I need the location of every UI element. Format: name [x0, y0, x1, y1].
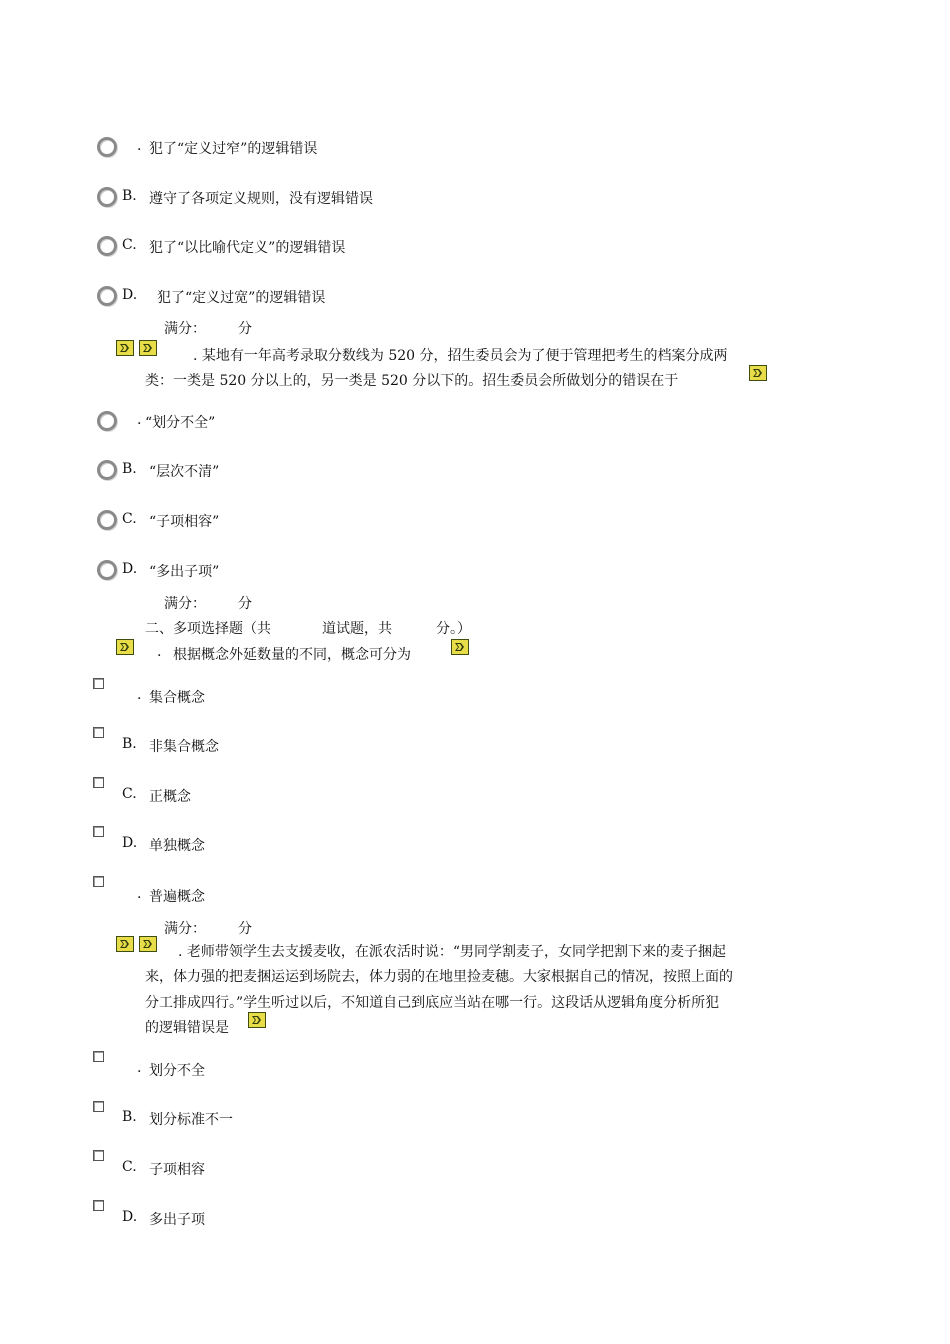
option-text: 普遍概念: [149, 889, 205, 905]
option-text: 划分不全: [149, 1063, 205, 1079]
option-prefix: .: [137, 687, 142, 703]
option-prefix: D.: [122, 287, 138, 303]
option-prefix: D.: [122, 561, 138, 577]
option-prefix: .: [137, 412, 142, 428]
help-icon[interactable]: [139, 340, 157, 356]
score-unit: 分: [238, 921, 252, 937]
option-text: 正概念: [149, 789, 191, 805]
section-heading-end: 分。）: [436, 621, 471, 637]
help-icon[interactable]: [248, 1012, 266, 1028]
option-prefix: C.: [122, 511, 137, 527]
score-label: 满分：: [164, 321, 206, 337]
checkbox-icon[interactable]: [93, 876, 104, 887]
option-text: 犯了“以比喻代定义”的逻辑错误: [149, 240, 346, 256]
option-text: 子项相容: [149, 1162, 205, 1178]
checkbox-icon[interactable]: [93, 1200, 104, 1211]
checkbox-icon[interactable]: [93, 1051, 104, 1062]
option-text: 犯了“定义过窄”的逻辑错误: [149, 141, 318, 157]
radio-icon[interactable]: [97, 236, 117, 256]
option-text: 多出子项: [149, 1212, 205, 1228]
checkbox-icon[interactable]: [93, 1101, 104, 1112]
score-label: 满分：: [164, 921, 206, 937]
question-prefix: .: [157, 644, 162, 660]
question-text: 类：一类是 520 分以上的，另一类是 520 分以下的。招生委员会所做划分的错误在于: [145, 373, 679, 389]
checkbox-icon[interactable]: [93, 727, 104, 738]
option-prefix: .: [137, 886, 142, 902]
score-unit: 分: [238, 596, 252, 612]
option-text: “多出子项”: [149, 564, 220, 580]
question-text: 分工排成四行。”学生听过以后，不知道自己到底应当站在哪一行。这段话从逻辑角度分析所犯: [145, 995, 720, 1011]
checkbox-icon[interactable]: [93, 1150, 104, 1161]
help-icon[interactable]: [116, 340, 134, 356]
option-prefix: C.: [122, 237, 137, 253]
option-text: “层次不清”: [149, 464, 220, 480]
question-text: . 老师带领学生去支援麦收，在派农活时说：“男同学割麦子，女同学把割下来的麦子捆起: [178, 944, 727, 960]
radio-icon[interactable]: [97, 560, 117, 580]
help-icon[interactable]: [749, 365, 767, 381]
help-icon[interactable]: [451, 639, 469, 655]
checkbox-icon[interactable]: [93, 826, 104, 837]
checkbox-icon[interactable]: [93, 678, 104, 689]
option-prefix: .: [137, 138, 142, 154]
option-prefix: C.: [122, 1159, 137, 1175]
section-heading-mid: 道试题，共: [322, 621, 392, 637]
question-text: 的逻辑错误是: [145, 1020, 229, 1036]
radio-icon[interactable]: [97, 187, 117, 207]
help-icon[interactable]: [116, 639, 134, 655]
option-text: 集合概念: [149, 690, 205, 706]
option-text: “子项相容”: [149, 514, 220, 530]
radio-icon[interactable]: [97, 286, 117, 306]
option-text: 非集合概念: [149, 739, 219, 755]
score-label: 满分：: [164, 596, 206, 612]
option-prefix: D.: [122, 835, 138, 851]
score-unit: 分: [238, 321, 252, 337]
option-prefix: .: [137, 1060, 142, 1076]
option-prefix: D.: [122, 1209, 138, 1225]
option-text: 划分标准不一: [149, 1112, 233, 1128]
radio-icon[interactable]: [97, 510, 117, 530]
radio-icon[interactable]: [97, 137, 117, 157]
radio-icon[interactable]: [97, 460, 117, 480]
option-text: 犯了“定义过宽”的逻辑错误: [157, 290, 326, 306]
checkbox-icon[interactable]: [93, 777, 104, 788]
help-icon[interactable]: [139, 936, 157, 952]
option-text: “划分不全”: [145, 415, 216, 431]
option-prefix: B.: [122, 736, 137, 752]
help-icon[interactable]: [116, 936, 134, 952]
option-prefix: B.: [122, 461, 137, 477]
question-text: . 某地有一年高考录取分数线为 520 分，招生委员会为了便于管理把考生的档案分成两: [193, 348, 728, 364]
option-prefix: B.: [122, 1109, 137, 1125]
radio-icon[interactable]: [97, 411, 117, 431]
option-text: 遵守了各项定义规则，没有逻辑错误: [149, 191, 373, 207]
question-text: 根据概念外延数量的不同，概念可分为: [173, 647, 411, 663]
option-prefix: C.: [122, 786, 137, 802]
option-text: 单独概念: [149, 838, 205, 854]
question-text: 来，体力强的把麦捆运运到场院去，体力弱的在地里捡麦穗。大家根据自己的情况，按照上面的: [145, 969, 733, 985]
option-prefix: B.: [122, 188, 137, 204]
section-heading: 二、多项选择题（共: [145, 621, 271, 637]
